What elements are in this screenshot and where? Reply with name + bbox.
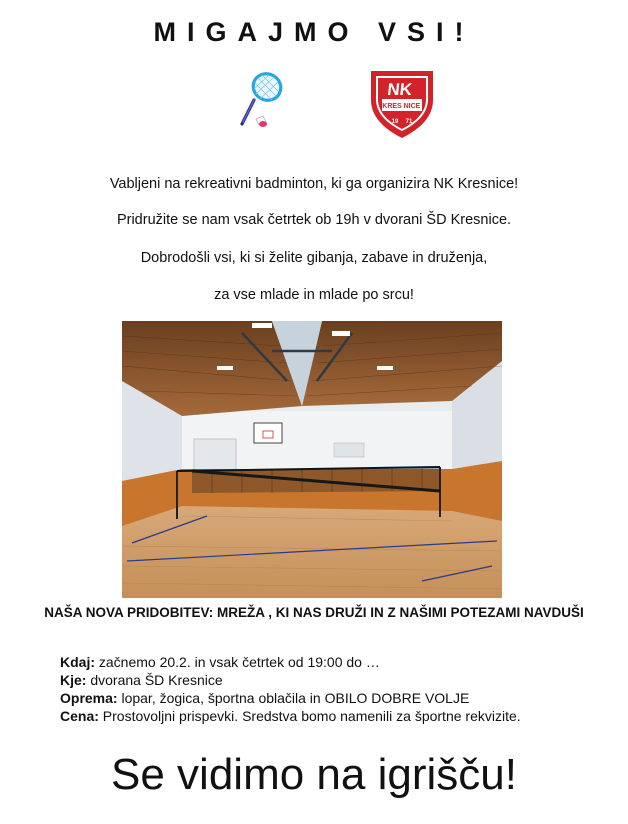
photo-caption: NAŠA NOVA PRIDOBITEV: MREŽA , KI NAS DRUŽI IN Z NAŠIMI POTEZAMI NAVDUŠI <box>44 605 584 620</box>
page-title: MIGAJMO VSI! <box>153 17 475 47</box>
detail-price-label: Cena: <box>60 708 99 724</box>
sports-hall-photo <box>122 321 502 598</box>
detail-when-value: začnemo 20.2. in vsak četrtek od 19:00 do … <box>95 654 380 670</box>
detail-gear <box>60 689 521 707</box>
detail-when <box>60 653 521 671</box>
crest-name-top: KRES <box>382 103 402 110</box>
detail-when-label: Kdaj: <box>60 654 95 670</box>
intro-line-3: Dobrodošli vsi, ki si želite gibanja, zabave in druženja, <box>140 250 488 266</box>
crest-name-bottom: NICE <box>403 103 421 110</box>
intro-line-1: Vabljeni na rekreativni badminton, ki ga organizira NK Kresnice! <box>109 176 519 192</box>
intro-line-4: za vse mlade in mlade po srcu! <box>214 287 414 303</box>
detail-gear-value: lopar, žogica, športna oblačila in OBILO DOBRE VOLJE <box>117 690 470 706</box>
detail-price-value: Prostovoljni prispevki. Sredstva bomo namenili za športne rekvizite. <box>98 708 521 724</box>
closing-message: Se vidimo na igrišču! <box>111 750 517 799</box>
detail-where-value: dvorana ŠD Kresnice <box>86 672 223 688</box>
badminton-racket-icon <box>236 70 286 130</box>
crest-nk-letters: NK <box>386 80 414 99</box>
event-details <box>60 653 521 725</box>
crest-year-right: 71 <box>405 119 413 125</box>
detail-where-label: Kje: <box>60 672 87 688</box>
intro-line-2: Pridružite se nam vsak četrtek ob 19h v dvorani ŠD Kresnice. <box>116 212 512 228</box>
detail-price <box>60 707 521 725</box>
detail-where <box>60 671 521 689</box>
crest-year-left: 19 <box>391 119 399 125</box>
nk-kresnice-crest <box>368 68 436 140</box>
detail-gear-label: Oprema: <box>60 690 118 706</box>
